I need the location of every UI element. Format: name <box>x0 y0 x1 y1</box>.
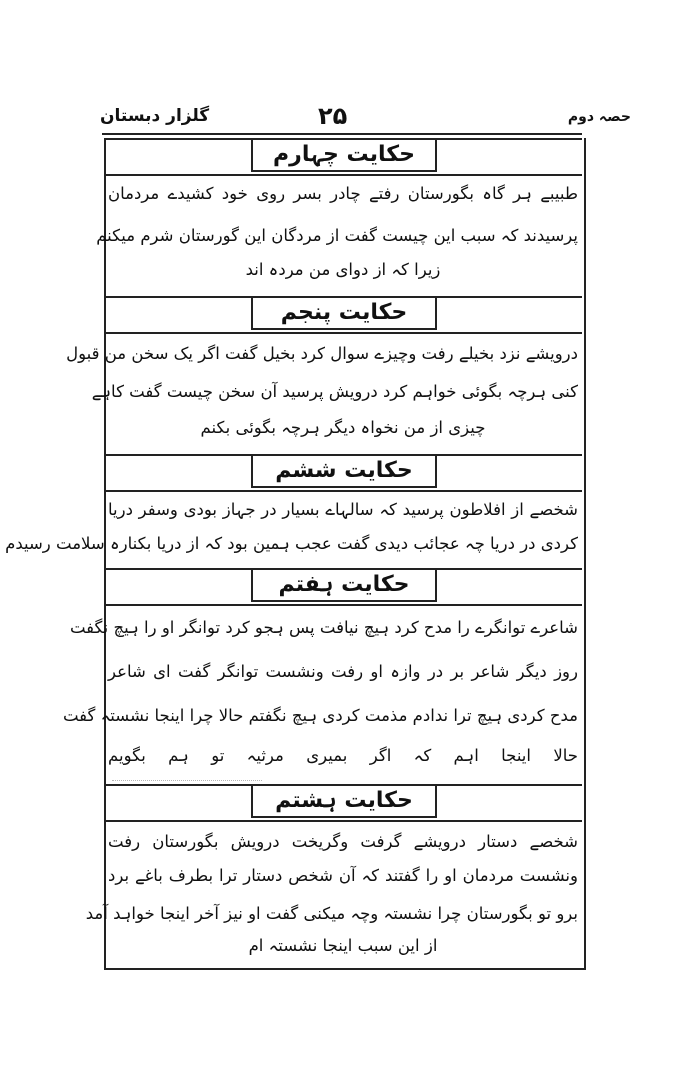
section-heading: حکایت ہشتم <box>251 784 437 818</box>
section-heading: حکایت ششم <box>251 454 437 488</box>
text-line: روز دیگر شاعر بر در وازہ او رفت ونشست توانگر گفت ای شاعر <box>108 662 578 681</box>
text-line: زیرا کہ از دوای من مردہ اند <box>245 260 441 279</box>
text-line: مدح کردی ہیچ ترا ندادم مذمت کردی ہیچ نگفتم حالا چرا اینجا نشستہ گفت <box>62 706 578 725</box>
section-heading: حکایت ہفتم <box>251 568 437 602</box>
section-heading-bar <box>104 296 582 334</box>
section-heading: حکایت چہارم <box>251 138 437 172</box>
section-heading-bar <box>104 784 582 822</box>
book-title: گلزار دبستان <box>100 106 210 126</box>
section-heading-bar <box>104 568 582 606</box>
text-line: طبیبے ہر گاہ بگورستان رفتے چادر بسر روی خود کشیدے مردمان <box>108 184 578 203</box>
text-line: کردی در دریا چہ عجائب دیدی گفت عجب ہمین بود کہ از دریا بکنارہ سلامت رسیدم <box>5 534 578 553</box>
page-number: ۲۵ <box>318 102 348 130</box>
text-line: شخصے از افلاطون پرسید کہ سالہاے بسیار در جہاز بودی وسفر دریا <box>108 500 578 519</box>
section-heading-bar <box>104 454 582 492</box>
text-line: از این سبب اینجا نشستہ ام <box>248 936 438 955</box>
text-line: کنی ہرچہ بگوئی خواہم کرد درویش پرسید آن سخن چیست گفت کاہے <box>91 382 578 401</box>
text-line: ونشست مردمان او را گفتند کہ آن شخص دستار ترا بطرف باغے برد <box>108 866 578 885</box>
text-line: شخصے دستار درویشے گرفت وگریخت درویش بگورستان رفت <box>108 832 578 851</box>
text-line: شاعرے توانگرے را مدح کرد ہیچ نیافت پس ہجو کرد توانگر او را ہیچ نگفت <box>69 618 578 637</box>
text-line: حالا اینجا اہم کہ اگر بمیری مرثیہ تو ہم بگویم <box>108 746 578 765</box>
part-label: حصہ دوم <box>567 109 631 125</box>
section-heading: حکایت پنجم <box>251 296 437 330</box>
text-line: درویشے نزد بخیلے رفت وچیزے سوال کرد بخیل گفت اگر یک سخن من قبول <box>66 344 578 363</box>
section-heading-bar <box>104 138 582 176</box>
header-rule <box>102 133 582 135</box>
text-line: چیزی از من نخواہ دیگر ہرچہ بگوئی بکنم <box>200 418 486 437</box>
text-line: برو تو بگورستان چرا نشستہ وچہ میکنی گفت او نیز آخر اینجا خواہد آمد <box>85 904 578 923</box>
text-line: پرسیدند کہ سبب این چیست گفت از مردگان این گورستان شرم میکنم <box>96 226 578 245</box>
